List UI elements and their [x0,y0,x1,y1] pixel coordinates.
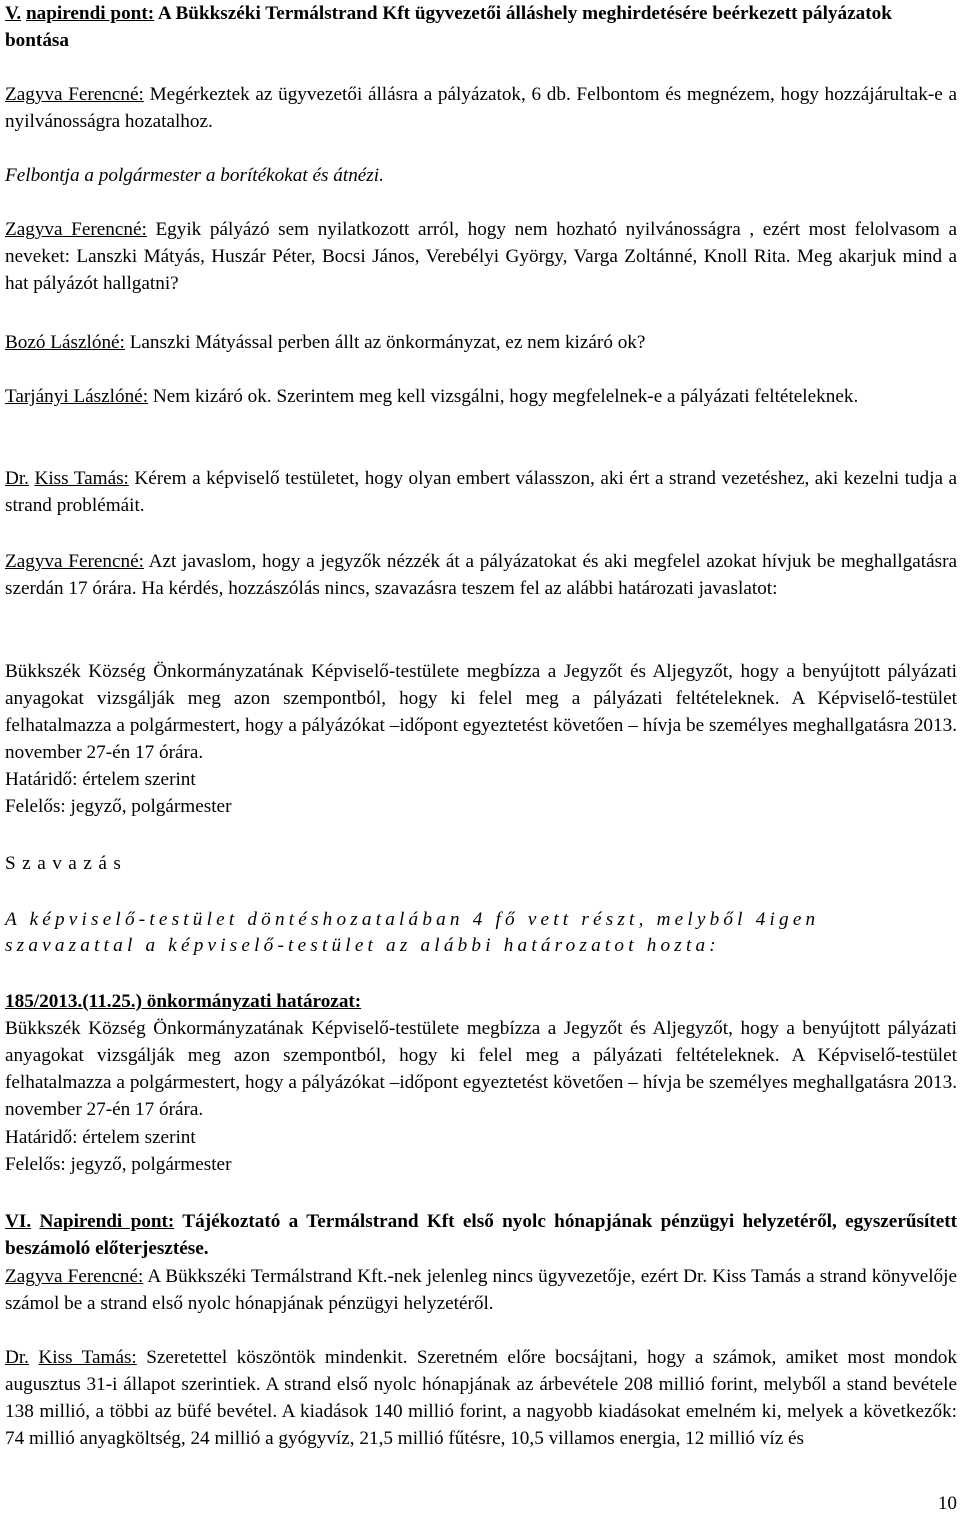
paragraph-text: A Bükkszéki Termálstrand Kft.-nek jelenleg nincs ügyvezetője, ezért Dr. Kiss Tamás a strand könyvelője számol be a strand első nyolc hónapjának pénzügyi helyzetéről. [5,1266,957,1314]
paragraph-2 [5,162,957,189]
speaker: Zagyva Ferencné: [5,84,144,105]
section-v-title: A Bükkszéki Termálstrand Kft ügyvezetői álláshely meghirdetésére beérkezett pályázatok bontása [5,3,892,51]
speaker: Kiss Tamás: [34,468,129,489]
section-vi-number: VI. [5,1211,32,1232]
vote-heading: Szavazás [5,853,128,874]
proposal-text: Bükkszék Község Önkormányzatának Képviselő-testülete megbízza a Jegyzőt és Aljegyzőt, hogy a benyújtott pályázati anyagokat vizsgálják meg azon szempontból, hogy ki felel meg a pályázati feltételeknek. A Képviselő-testület felhatalmazza a polgármestert, hogy a pályázókat –időpont egyeztetést követően – hívja be személyes meghallgatásra 2013. november 27-én 17 órára. [5,661,957,763]
page-number: 10 [937,1493,957,1514]
section-v-heading [5,0,957,54]
paragraph-text: Nem kizáró ok. Szerintem meg kell vizsgálni, hogy megfelelnek-e a pályázati feltételeknek. [152,386,859,407]
paragraph-text: Megérkeztek az ügyvezetői állásra a pályázatok, 6 db. Felbontom és megnézem, hogy hozzájárultak-e a nyilvánosságra hozatalhoz. [5,84,958,132]
paragraph-7 [5,548,957,602]
paragraph-8 [5,1263,957,1317]
paragraph-text: Azt javaslom, hogy a jegyzők nézzék át a pályázatokat és aki megfelel azokat hívjuk be meghallgatásra szerdán 17 órára. Ha kérdés, hozzászólás nincs, szavazásra teszem fel az alábbi határozati javaslatot: [5,551,957,599]
resolution-responsible: Felelős: jegyző, polgármester [5,1154,232,1175]
resolution-number: 185/2013.(11.25.) önkormányzati határozat: [5,991,362,1012]
paragraph-text: Kérem a képviselő testületet, hogy olyan embert válasszon, aki ért a strand vezetéshez, aki kezelni tudja a strand problémáit. [5,468,957,516]
paragraph-4 [5,329,957,356]
paragraph-6 [5,465,957,519]
speaker: Kiss Tamás: [38,1347,137,1368]
speaker: Bozó Lászlóné: [5,332,125,353]
vote-line-2: szavazattal a képviselő-testület az alábbi határozatot hozta: [5,935,720,956]
paragraph-9 [5,1344,957,1452]
speaker: Zagyva Ferencné: [5,551,144,572]
speaker: Zagyva Ferencné: [5,1266,144,1287]
speaker: Tarjányi Lászlóné: [5,386,149,407]
speaker-prefix: Dr. [5,468,29,489]
paragraph-text: Egyik pályázó sem nyilatkozott arról, hogy nem hozható nyilvánosságra , ezért most felolvasom a neveket: Lanszki Mátyás, Huszár Péter, Bocsi János, Verebélyi György, Varga Zoltánné, Knoll Rita. Meg akarjuk mind a hat pályázót hallgatni? [5,219,957,294]
resolution-deadline: Határidő: értelem szerint [5,1127,196,1148]
paragraph-1 [5,81,957,135]
speaker: Zagyva Ferencné: [5,219,147,240]
resolution-text: Bükkszék Község Önkormányzatának Képviselő-testülete megbízza a Jegyzőt és Aljegyzőt, hogy a benyújtott pályázati anyagokat vizsgálják meg azon szempontból, hogy ki felel meg a pályázati feltételeknek. A Képviselő-testület felhatalmazza a polgármestert, hogy a pályázókat –időpont egyeztetést követően – hívja be személyes meghallgatásra 2013. november 27-én 17 órára. [5,1018,957,1120]
section-vi-heading [5,1208,957,1262]
paragraph-text: Lanszki Mátyással perben állt az önkormányzat, ez nem kizáró ok? [129,332,646,353]
paragraph-text: Szeretettel köszöntök mindenkit. Szeretném előre bocsájtani, hogy a számok, amiket most mondok augusztus 31-i állapot szerintiek. A strand első nyolc hónapjának az árbevétele 208 millió forint, melyből a stand bevétele 138 millió, a többi az büfé bevétel. A kiadások 140 millió forint, a nagyobb kiadásokat emelném ki, melyek a következők: 74 millió anyagköltség, 24 millió a gyógyvíz, 21,5 millió fűtésre, 10,5 villamos energia, 12 millió víz és [5,1347,957,1449]
section-vi-label: Napirendi pont: [39,1211,175,1232]
paragraph-5 [5,383,957,410]
section-v-label: napirendi pont: [25,3,155,24]
paragraph-3 [5,216,957,297]
vote-line-1: A képviselő-testület döntéshozatalában 4 fő vett részt, melyből 4igen [5,909,820,930]
speaker-prefix: Dr. [5,1347,29,1368]
section-vi-title: Tájékoztató a Termálstrand Kft első nyolc hónapjának pénzügyi helyzetéről, egyszerűsített beszámoló előterjesztése. [5,1211,957,1259]
proposal-responsible: Felelős: jegyző, polgármester [5,796,232,817]
section-v-number: V. [5,3,22,24]
paragraph-text: Felbontja a polgármester a borítékokat és átnézi. [5,165,384,186]
proposal-deadline: Határidő: értelem szerint [5,769,196,790]
